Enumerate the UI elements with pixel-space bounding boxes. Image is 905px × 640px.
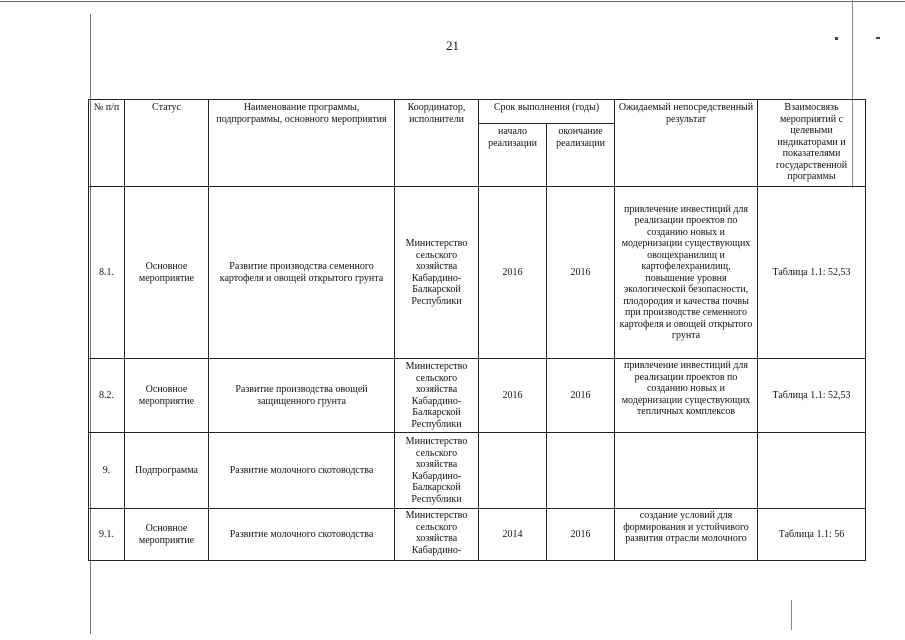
row-result: привлечение инвестиций для реализации проектов по созданию новых и модернизации существующих овощехранилищ и картофелехранилищ, повышение уровня экологической безопасности, плодородия и качества почвы при производстве семенного картофеля и овощей открытого грунта (615, 187, 758, 359)
row-result (615, 433, 758, 509)
row-end: 2016 (547, 359, 615, 433)
row-start: 2016 (479, 187, 547, 359)
row-start (479, 433, 547, 509)
row-coordinator: Министерство сельского хозяйства Кабардино-Балкарской Республики (395, 187, 479, 359)
scan-mark (791, 600, 792, 630)
row-name: Развитие молочного скотоводства (209, 433, 395, 509)
row-num: 9. (89, 433, 125, 509)
row-name: Развитие производства овощей защищенного грунта (209, 359, 395, 433)
page-number: 21 (446, 38, 459, 53)
scan-edge-top (0, 1, 905, 2)
row-num: 8.2. (89, 359, 125, 433)
header-result: Ожидаемый непосредственный результат (615, 100, 758, 187)
row-coordinator: Министерство сельского хозяйства Кабардино-Балкарской Республики (395, 433, 479, 509)
row-link: Таблица 1.1: 52,53 (758, 187, 866, 359)
row-result: привлечение инвестиций для реализации проектов по созданию новых и модернизации существующих тепличных комплексов (615, 359, 758, 433)
table-row (89, 187, 866, 359)
header-term-end: окончание реализации (547, 124, 615, 187)
row-end: 2016 (547, 187, 615, 359)
row-link: Таблица 1.1: 56 (758, 509, 866, 561)
row-num: 8.1. (89, 187, 125, 359)
row-link: Таблица 1.1: 52,53 (758, 359, 866, 433)
table-row (89, 359, 866, 433)
row-end: 2016 (547, 509, 615, 561)
row-link (758, 433, 866, 509)
header-num: № п/п (89, 100, 125, 187)
row-name: Развитие молочного скотоводства (209, 509, 395, 561)
row-end (547, 433, 615, 509)
header-term: Срок выполнения (годы) (479, 100, 615, 124)
table-row (89, 433, 866, 509)
row-start: 2014 (479, 509, 547, 561)
header-link: Взаимосвязь мероприятий с целевыми индикаторами и показателями государственной программы (758, 100, 866, 187)
row-status: Основное мероприятие (125, 187, 209, 359)
program-measures-table (88, 99, 866, 561)
header-term-start: начало реализации (479, 124, 547, 187)
row-status: Основное мероприятие (125, 509, 209, 561)
row-coordinator: Министерство сельского хозяйства Кабардино- (395, 509, 479, 561)
row-start: 2016 (479, 359, 547, 433)
row-coordinator: Министерство сельского хозяйства Кабардино-Балкарской Республики (395, 359, 479, 433)
header-name: Наименование программы, подпрограммы, основного мероприятия (209, 100, 395, 187)
header-coordinator: Координатор, исполнители (395, 100, 479, 187)
table-row (89, 509, 866, 561)
row-status: Подпрограмма (125, 433, 209, 509)
header-status: Статус (125, 100, 209, 187)
row-num: 9.1. (89, 509, 125, 561)
row-status: Основное мероприятие (125, 359, 209, 433)
row-result: создание условий для формирования и устойчивого развития отрасли молочного (615, 509, 758, 561)
row-name: Развитие производства семенного картофеля и овощей открытого грунта (209, 187, 395, 359)
